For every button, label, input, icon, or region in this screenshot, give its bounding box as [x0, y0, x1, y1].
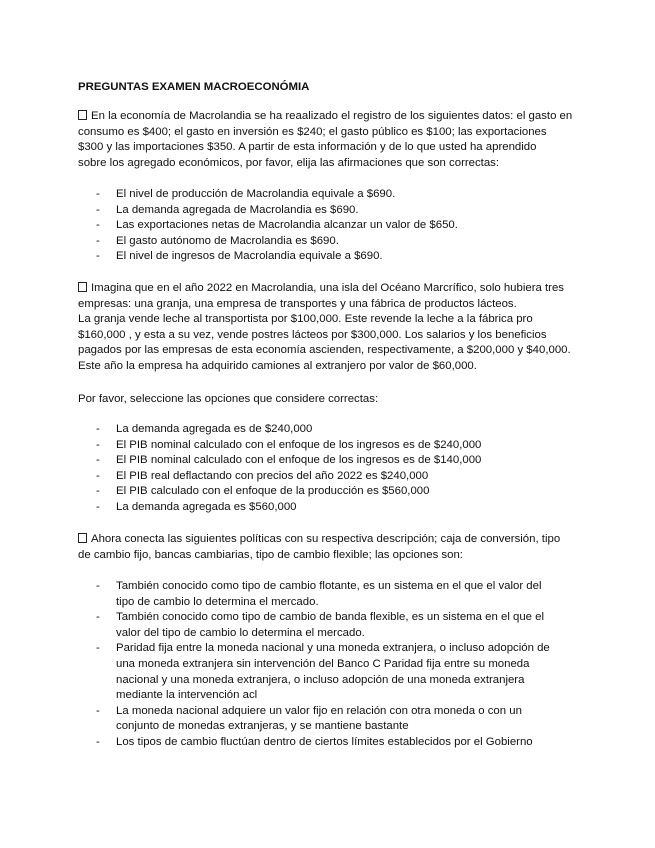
- bullet-dash: -: [96, 423, 100, 435]
- option-text: nacional y una moneda extranjera, o incluso adopción de una moneda extranjera: [116, 673, 525, 686]
- option-item: [78, 704, 598, 735]
- option-text: También conocido como tipo de cambio de banda flexible, es un sistema en el que el: [116, 611, 545, 624]
- option-text: tipo de cambio lo determina el mercado.: [116, 595, 319, 608]
- text-line: pagados por las empresas de esta economía ascienden, respectivamente, a $200,000 y $40,000.: [78, 344, 571, 357]
- option-item: [78, 484, 598, 500]
- option-item: [78, 422, 598, 438]
- option-item: [78, 579, 598, 610]
- text-line: de cambio fijo, bancas cambiarias, tipo de cambio flexible; las opciones son:: [78, 548, 463, 561]
- checkbox-icon: [78, 110, 87, 120]
- option-text: El gasto autónomo de Macrolandia es $690.: [116, 234, 339, 247]
- question-3-text: [78, 532, 598, 563]
- text-line: Ahora conecta las siguientes políticas con su respectiva descripción; caja de conversión, tipo: [91, 533, 561, 545]
- option-text: La demanda agregada de Macrolandia es $690.: [116, 203, 359, 216]
- question-1-options: [78, 187, 598, 265]
- bullet-dash: -: [96, 485, 100, 498]
- bullet-dash: -: [96, 438, 100, 451]
- option-item: [78, 218, 598, 234]
- question-2-options: [78, 422, 598, 516]
- question-3-options: [78, 579, 598, 751]
- bullet-dash: -: [96, 611, 100, 624]
- text-line: Imagina que en el año 2022 en Macrolandia, una isla del Océano Marcrífico, solo hubiera tres: [91, 282, 564, 294]
- option-item: [78, 249, 598, 265]
- option-item: [78, 187, 598, 203]
- option-text: Paridad fija entre la moneda nacional y una moneda extranjera, o incluso adopción de: [116, 642, 550, 655]
- option-text: También conocido como tipo de cambio flotante, es un sistema en el que el valor del: [116, 580, 542, 592]
- option-text: valor del tipo de cambio lo determina el mercado.: [116, 626, 365, 639]
- checkbox-icon: [78, 533, 87, 543]
- question-2-prompt: Por favor, seleccione las opciones que considere correctas:: [78, 393, 379, 405]
- option-text: El PIB calculado con el enfoque de la producción es $560,000: [116, 485, 430, 498]
- bullet-dash: -: [96, 250, 100, 263]
- option-item: [78, 438, 598, 454]
- option-text: conjunto de monedas extranjeras, y se mantiene bastante: [116, 720, 409, 733]
- option-item: [78, 203, 598, 219]
- option-text: El nivel de ingresos de Macrolandia equivale a $690.: [116, 250, 383, 263]
- option-item: [78, 234, 598, 250]
- document-title: PREGUNTAS EXAMEN MACROECONÓMIA: [78, 81, 310, 93]
- text-line: empresas: una granja, una empresa de transportes y una fábrica de productos lácteos.: [78, 297, 517, 310]
- text-line: Este año la empresa ha adquirido camiones al extranjero por valor de $60,000.: [78, 359, 477, 372]
- option-text: Los tipos de cambio fluctúan dentro de ciertos límites establecidos por el Gobierno: [116, 735, 533, 748]
- bullet-dash: -: [96, 642, 100, 655]
- option-text: mediante la intervención acl: [116, 689, 258, 702]
- option-text: La demanda agregada es $560,000: [116, 500, 297, 513]
- text-line: $160,000 , y esta a su vez, vende postres lácteos por $300,000. Los salarios y los beneficios: [78, 328, 547, 341]
- bullet-dash: -: [96, 188, 100, 200]
- option-text: La demanda agregada es de $240,000: [116, 423, 313, 435]
- text-line: consumo es $400; el gasto en inversión es $240; el gasto público es $100; las exportaciones: [78, 125, 547, 138]
- option-text: La moneda nacional adquiere un valor fijo en relación con otra moneda o con un: [116, 704, 522, 717]
- bullet-dash: -: [96, 234, 100, 247]
- option-text: Las exportaciones netas de Macrolandia alcanzar un valor de $650.: [116, 219, 458, 232]
- option-text: una moneda extranjera sin intervención del Banco C Paridad fija entre su moneda: [116, 657, 530, 670]
- option-item: [78, 735, 598, 751]
- option-item: [78, 610, 598, 641]
- option-item: [78, 453, 598, 469]
- option-text: El PIB real deflactando con precios del año 2022 es $240,000: [116, 469, 429, 482]
- text-line: En la economía de Macrolandia se ha reaalizado el registro de los siguientes datos: el gasto en: [91, 110, 573, 122]
- bullet-dash: -: [96, 469, 100, 482]
- option-text: El PIB nominal calculado con el enfoque de los ingresos es de $140,000: [116, 454, 482, 467]
- option-item: [78, 469, 598, 485]
- option-item: [78, 641, 598, 703]
- text-line: $300 y las importaciones $350. A partir de esta información y de lo que usted ha aprendido: [78, 141, 537, 154]
- bullet-dash: -: [96, 704, 100, 717]
- bullet-dash: -: [96, 454, 100, 467]
- bullet-dash: -: [96, 580, 100, 592]
- bullet-dash: -: [96, 203, 100, 216]
- text-line: sobre los agregado económicos, por favor, elija las afirmaciones que son correctas:: [78, 156, 500, 169]
- question-1-text: [78, 109, 598, 171]
- bullet-dash: -: [96, 219, 100, 232]
- text-line: La granja vende leche al transportista por $100,000. Este revende la leche a la fábrica pro: [78, 313, 533, 326]
- option-item: [78, 500, 598, 516]
- checkbox-icon: [78, 282, 87, 292]
- option-text: El PIB nominal calculado con el enfoque de los ingresos es de $240,000: [116, 438, 482, 451]
- option-text: El nivel de producción de Macrolandia equivale a $690.: [116, 188, 396, 200]
- question-2-text: [78, 281, 598, 375]
- bullet-dash: -: [96, 735, 100, 748]
- bullet-dash: -: [96, 500, 100, 513]
